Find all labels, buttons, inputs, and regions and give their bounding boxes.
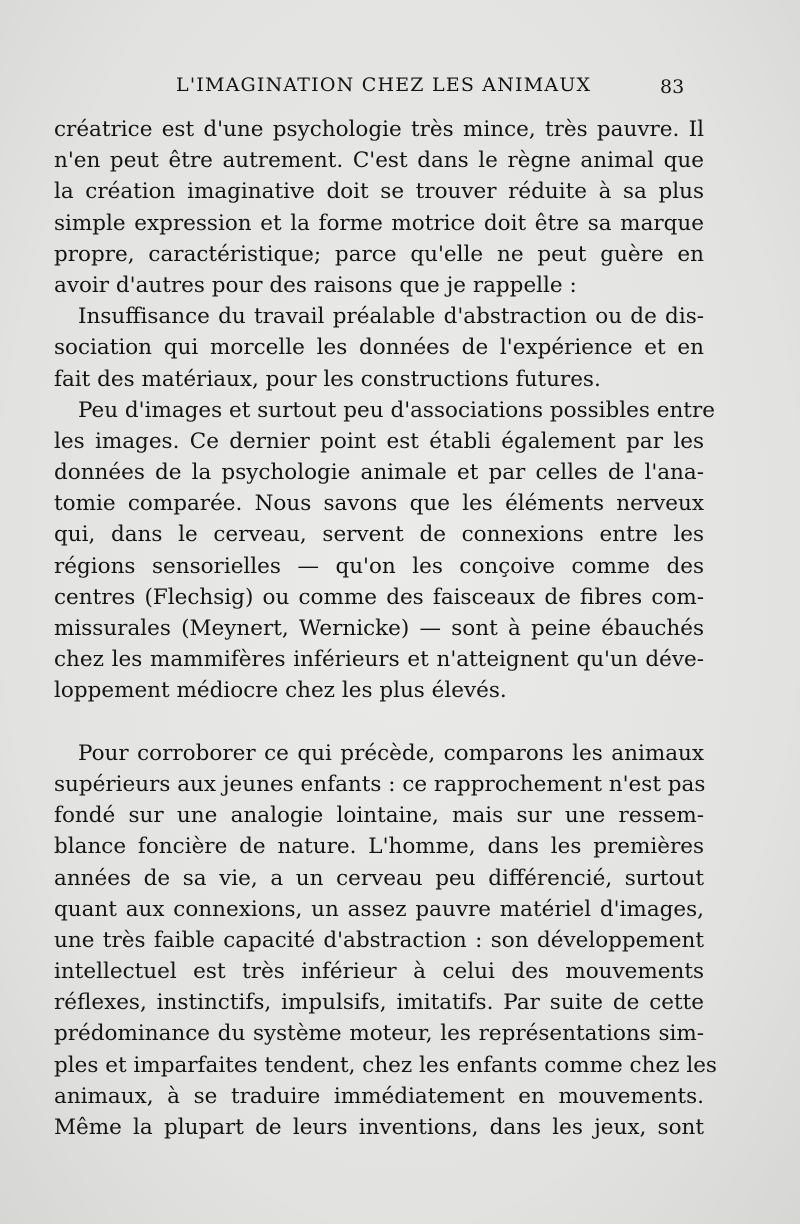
text-line: Même la plupart de leurs inventions, dans les jeux, sont bbox=[54, 1115, 704, 1140]
page-header bbox=[0, 74, 800, 104]
text-line: loppement médiocre chez les plus élevés. bbox=[54, 678, 507, 704]
text-line: Pour corroborer ce qui précède, comparons les animaux bbox=[78, 740, 704, 766]
text-line: chez les mammifères inférieurs et n'atteignent qu'un déve- bbox=[54, 647, 704, 673]
text-line: Insuffisance du travail préalable d'abstraction ou de dis- bbox=[78, 304, 704, 330]
text-line: qui, dans le cerveau, servent de connexions entre les bbox=[54, 522, 704, 548]
paragraph bbox=[54, 395, 715, 707]
text-line: supérieurs aux jeunes enfants : ce rapprochement n'est pas bbox=[54, 771, 706, 797]
text-line: fait des matériaux, pour les constructions futures. bbox=[54, 366, 601, 392]
paragraph bbox=[54, 301, 704, 395]
text-line: ples et imparfaites tendent, chez les enfants comme chez les bbox=[54, 1052, 717, 1078]
text-line: données de la psychologie animale et par celles de l'ana- bbox=[54, 460, 704, 486]
text-line: une très faible capacité d'abstraction : son développement bbox=[54, 927, 704, 953]
text-line: avoir d'autres pour des raisons que je rappelle : bbox=[54, 272, 577, 298]
text-line: Peu d'images et surtout peu d'associations possibles entre bbox=[78, 397, 715, 423]
text-line: missurales (Meynert, Wernicke) — sont à peine ébauchés bbox=[54, 616, 704, 641]
text-line: quant aux connexions, un assez pauvre matériel d'images, bbox=[54, 896, 704, 922]
text-line: fondé sur une analogie lointaine, mais sur une ressem- bbox=[54, 803, 704, 829]
text-line: tomie comparée. Nous savons que les éléments nerveux bbox=[54, 491, 704, 517]
page-number: 83 bbox=[660, 76, 685, 98]
text-line: les images. Ce dernier point est établi également par les bbox=[54, 428, 704, 454]
text-line: sociation qui morcelle les données de l'expérience et en bbox=[54, 335, 704, 361]
text-line: simple expression et la forme motrice doit être sa marque bbox=[54, 210, 704, 236]
body-text bbox=[54, 114, 717, 1143]
text-line: blance foncière de nature. L'homme, dans les premières bbox=[54, 834, 704, 860]
text-line: régions sensorielles — qu'on les conçoive comme des bbox=[54, 553, 704, 579]
text-line: années de sa vie, a un cerveau peu différencié, surtout bbox=[54, 865, 704, 891]
text-line: n'en peut être autrement. C'est dans le règne animal que bbox=[54, 148, 704, 174]
running-title: L'IMAGINATION CHEZ LES ANIMAUX bbox=[176, 74, 592, 96]
text-line: propre, caractéristique; parce qu'elle ne peut guère en bbox=[54, 241, 704, 267]
text-line: créatrice est d'une psychologie très mince, très pauvre. Il bbox=[54, 117, 704, 142]
text-line: intellectuel est très inférieur à celui des mouvements bbox=[54, 959, 704, 985]
paragraph-gap bbox=[54, 707, 704, 738]
text-line: centres (Flechsig) ou comme des faisceaux de fibres com- bbox=[54, 584, 704, 610]
text-line: la création imaginative doit se trouver réduite à sa plus bbox=[54, 179, 704, 205]
text-line: réflexes, instinctifs, impulsifs, imitatifs. Par suite de cette bbox=[54, 990, 704, 1016]
text-line: animaux, à se traduire immédiatement en mouvements. bbox=[54, 1083, 704, 1109]
paragraph bbox=[54, 738, 717, 1143]
text-line: prédominance du système moteur, les représentations sim- bbox=[54, 1021, 704, 1047]
paragraph bbox=[54, 114, 704, 301]
